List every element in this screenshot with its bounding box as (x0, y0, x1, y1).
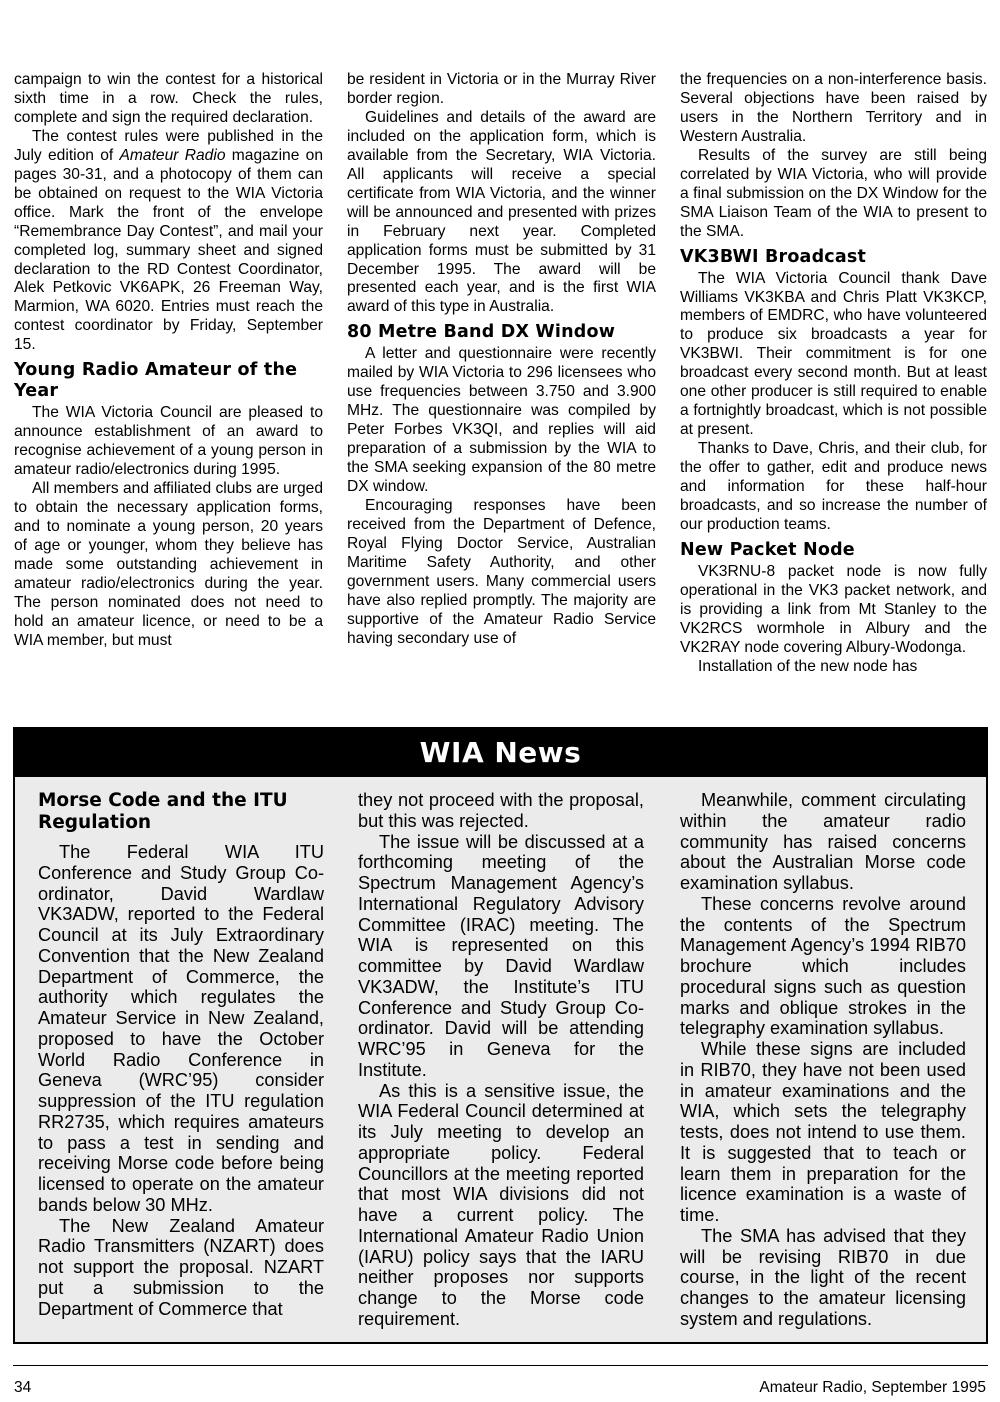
footer-divider (13, 1365, 988, 1366)
section-heading: New Packet Node (680, 539, 855, 560)
paragraph: Results of the survey are still being correlated by WIA Victoria, who will provide a final submission on the DX Window for the SMA Liaison Team of the WIA to present to the SMA. (680, 146, 987, 240)
paragraph: The WIA Victoria Council thank Dave Williams VK3KBA and Chris Platt VK3KCP, members of EMDRC, who have volunteered to produce six broadcasts a year for VK3BWI. Their commitment is for one broadcast every second month. But at least one other producer is still required to enable a fortnightly broadcast, which is not possible at present. (680, 269, 987, 439)
paragraph: Thanks to Dave, Chris, and their club, for the offer to gather, edit and produce news and information for these half-hour broadcasts, and so increase the number of our production teams. (680, 440, 987, 533)
paragraph: The New Zealand Amateur Radio Transmitters (NZART) does not support the proposal. NZART put a submission to the Department of Commerce that (38, 1215, 324, 1319)
section-heading: VK3BWI Broadcast (680, 246, 867, 267)
paragraph (14, 128, 323, 355)
text-run: magazine on pages 30-31, and a photocopy of them can be obtained on request to the WIA Victoria office. Mark the front of the envelope “Remembrance Day Contest”, and mail your completed log, summary sheet and signed declaration to the RD Contest Coordinator, Alek Petkovic VK6APK, 26 Freeman Way, Marmion, WA 6020. Entries must reach the contest coordinator by Friday, September 15. (14, 146, 324, 354)
top-column-1 (14, 71, 323, 651)
paragraph: While these signs are included in RIB70, they have not been used in amateur examinations and the WIA, which sets the telegraphy tests, does not intend to use them. It is suggested that to teach or learn them in preparation for the licence examination is a waste of time. (680, 1039, 966, 1225)
paragraph: be resident in Victoria or in the Murray River border region. (347, 71, 656, 107)
paragraph: The SMA has advised that they will be revising RIB70 in due course, in the light of the recent changes to the amateur licensing system and regulations. (680, 1225, 966, 1329)
publication-footer: Amateur Radio, September 1995 (759, 1379, 986, 1396)
paragraph: A letter and questionnaire were recently mailed by WIA Victoria to 296 licensees who use frequencies between 3.750 and 3.900 MHz. The questionnaire was compiled by Peter Forbes VK3QI, and replies will aid preparation of a submission by the WIA to the SMA seeking expansion of the 80 metre DX window. (347, 345, 656, 496)
paragraph: The issue will be discussed at a forthcoming meeting of the Spectrum Management Agency’s International Regulatory Advisory Committee (IRAC) meeting. The WIA is represented on this committee by David Wardlaw VK3ADW, the Institute’s ITU Conference and Study Group Co-ordinator. David will be attending WRC’95 in Geneva for the Institute. (358, 831, 644, 1080)
news-column-1 (38, 790, 324, 1319)
section-heading: Young Radio Amateur of the Year (14, 360, 298, 402)
paragraph: Installation of the new node has (698, 657, 918, 675)
news-heading: Morse Code and the ITU Regulation (38, 790, 288, 833)
paragraph: The WIA Victoria Council are pleased to announce establishment of an award to recognise achievement of a young person in amateur radio/electronics during 1995. (14, 404, 323, 479)
paragraph: they not proceed with the proposal, but this was rejected. (358, 790, 644, 831)
paragraph: Meanwhile, comment circulating within the amateur radio community has raised concerns about the Australian Morse code examination syllabus. (680, 790, 966, 893)
paragraph: campaign to win the contest for a historical sixth time in a row. Check the rules, complete and sign the required declaration. (14, 71, 323, 126)
paragraph: As this is a sensitive issue, the WIA Federal Council determined at its July meeting to develop an appropriate policy. Federal Councillors at the meeting reported that most WIA divisions did not have a current policy. The International Amateur Radio Union (IARU) policy says that the IARU neither proposes nor supports change to the Morse code requirement. (358, 1080, 644, 1329)
text-run: The contest rules were published in the July edition of (14, 127, 323, 164)
news-column-3 (680, 790, 966, 1330)
paragraph: The Federal WIA ITU Conference and Study Group Co-ordinator, David Wardlaw VK3ADW, reported to the Federal Council at its July Extraordinary Convention that the New Zealand Department of Commerce, the authority which regulates the Amateur Service in New Zealand, proposed to have the October World Radio Conference in Geneva (WRC’95) consider suppression of the ITU regulation RR2735, which requires amateurs to pass a test in sending and receiving Morse code before being licensed to operate on the amateur bands below 30 MHz. (38, 842, 324, 1215)
news-banner-title: WIA News (15, 729, 986, 777)
paragraph: VK3RNU-8 packet node is now fully operational in the VK3 packet network, and is providing a link from Mt Stanley to the VK2RCS wormhole in Albury and the VK2RAY node covering Albury-Wodonga. (680, 562, 987, 656)
news-column-2 (358, 790, 644, 1330)
page-number: 34 (14, 1379, 32, 1396)
top-column-3 (680, 71, 987, 677)
section-heading: 80 Metre Band DX Window (347, 322, 616, 343)
paragraph: Encouraging responses have been received from the Department of Defence, Royal Flying Doctor Service, Australian Maritime Safety Authority, and other government users. Many commercial users have also replied promptly. The majority are supportive of the Amateur Radio Service having secondary use of (347, 497, 656, 647)
paragraph: the frequencies on a non-interference basis. Several objections have been raised by users in the Northern Territory and in Western Australia. (680, 71, 987, 145)
wia-news-box (13, 727, 988, 1344)
top-column-2 (347, 71, 656, 649)
paragraph: These concerns revolve around the contents of the Spectrum Management Agency’s 1994 RIB70 brochure which includes procedural signs such as question marks and oblique strokes in the telegraphy examination syllabus. (680, 893, 966, 1039)
paragraph: Guidelines and details of the award are included on the application form, which is available from the Secretary, WIA Victoria. All applicants will receive a special certificate from WIA Victoria, and the winner will be announced and presented with prizes in February next year. Completed application forms must be submitted by 31 December 1995. The award will be presented each year, and is the first WIA award of this type in Australia. (347, 108, 656, 316)
magazine-title: Amateur Radio (119, 146, 226, 164)
paragraph: All members and affiliated clubs are urged to obtain the necessary application forms, and to nominate a young person, 20 years of age or younger, whom they believe has made some outstanding achievement in amateur radio/electronics during the year. The person nominated does not need to hold an amateur licence, or need to be a WIA member, but must (14, 480, 323, 649)
